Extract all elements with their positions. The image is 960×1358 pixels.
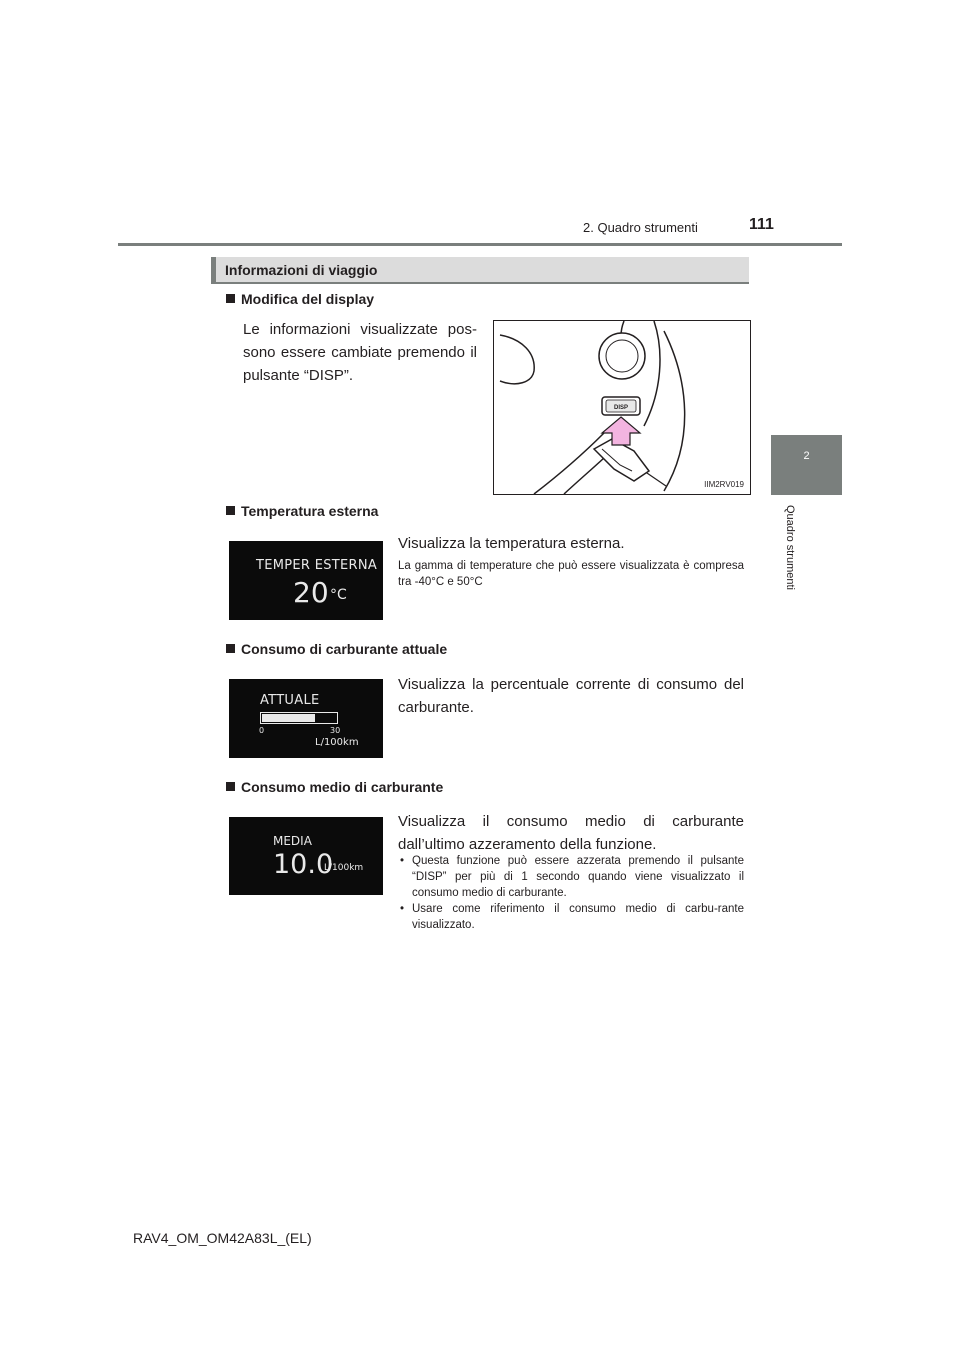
chapter-tab-label: Quadro strumenti — [784, 505, 796, 590]
screen-value: 10.0 — [273, 849, 334, 880]
screen-unit: L/100km — [315, 737, 359, 748]
square-bullet-icon — [226, 294, 235, 303]
screen-unit: °C — [330, 587, 347, 603]
screen-title: ATTUALE — [260, 693, 320, 708]
disp-button-illustration — [493, 320, 751, 495]
chapter-tab-number: 2 — [803, 450, 810, 462]
screen-value: 20 — [293, 576, 329, 609]
consumption-bar-fill — [262, 714, 315, 722]
square-bullet-icon — [226, 506, 235, 515]
figure-code: IIM2RV019 — [704, 480, 744, 489]
display-screen-media — [229, 817, 383, 895]
page-number: 111 — [749, 216, 774, 233]
screen-title: MEDIA — [273, 834, 312, 848]
section-title: Informazioni di viaggio — [225, 262, 378, 278]
consumption-bar-track — [260, 712, 338, 724]
subheading-temperatura: Temperatura esterna — [226, 503, 378, 519]
display-screen-temperatura — [229, 541, 383, 620]
square-bullet-icon — [226, 644, 235, 653]
subheading-attuale: Consumo di carburante attuale — [226, 641, 447, 657]
section-bar-accent — [211, 257, 216, 282]
square-bullet-icon — [226, 782, 235, 791]
subheading-modifica: Modifica del display — [226, 291, 374, 307]
media-bullet-list — [398, 853, 744, 933]
subheading-media: Consumo medio di carburante — [226, 779, 443, 795]
scale-min-label: 0 — [259, 726, 265, 735]
running-header-section: 2. Quadro strumenti — [583, 220, 698, 235]
screen-title: TEMPER ESTERNA — [256, 558, 378, 573]
display-screen-attuale — [229, 679, 383, 758]
list-item: • Usare come riferimento il consumo medio di carbu-rante visualizzato. — [398, 901, 744, 933]
section-title-bar — [211, 257, 749, 284]
scale-max-label: 30 — [330, 726, 341, 735]
media-desc: Visualizza il consumo medio di carburante dall’ultimo azzeramento della funzione. — [398, 813, 744, 853]
attuale-desc: Visualizza la percentuale corrente di consumo del carburante. — [398, 676, 744, 716]
header-rule — [118, 243, 842, 246]
screen-unit: L/100km — [324, 863, 364, 873]
list-item: • Questa funzione può essere azzerata premendo il pulsante “DISP” per più di 1 secondo quando viene visualizzato il consumo medio di carburante. — [398, 853, 744, 901]
chapter-tab — [771, 435, 842, 495]
steering-wheel-drawing — [494, 321, 750, 494]
document-code: RAV4_OM_OM42A83L_(EL) — [133, 1230, 312, 1246]
temperatura-desc: Visualizza la temperatura esterna. — [398, 535, 625, 552]
disp-button-label: DISP — [613, 405, 629, 411]
temperatura-note: La gamma di temperature che può essere visualizzata è compresa tra -40°C e 50°C — [398, 560, 744, 588]
modifica-body: Le informazioni visualizzate pos-sono essere cambiate premendo il pulsante “DISP”. — [243, 321, 477, 384]
